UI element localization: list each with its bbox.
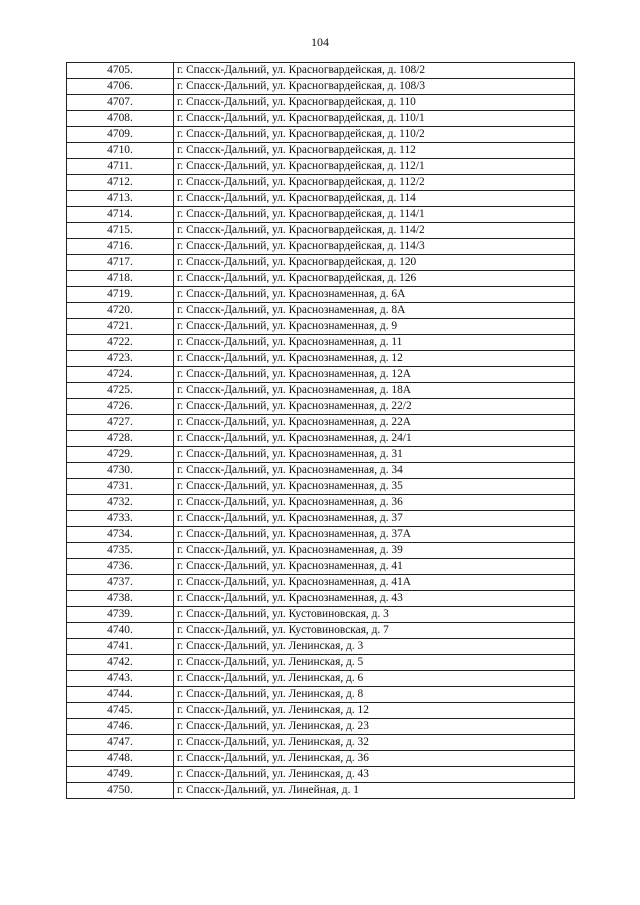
- table-row: [67, 527, 575, 543]
- row-number: 4714.: [67, 207, 174, 223]
- row-address: г. Спасск-Дальний, ул. Краснознаменная, д. 37А: [174, 527, 575, 543]
- row-address: г. Спасск-Дальний, ул. Ленинская, д. 6: [174, 671, 575, 687]
- table-row: [67, 511, 575, 527]
- row-number: 4739.: [67, 607, 174, 623]
- row-number: 4713.: [67, 191, 174, 207]
- table-row: [67, 175, 575, 191]
- table-row: [67, 431, 575, 447]
- table-row: [67, 367, 575, 383]
- row-number: 4708.: [67, 111, 174, 127]
- row-number: 4745.: [67, 703, 174, 719]
- row-number: 4744.: [67, 687, 174, 703]
- table-row: [67, 143, 575, 159]
- row-address: г. Спасск-Дальний, ул. Ленинская, д. 5: [174, 655, 575, 671]
- row-number: 4724.: [67, 367, 174, 383]
- row-address: г. Спасск-Дальний, ул. Красногвардейская, д. 112/2: [174, 175, 575, 191]
- table-row: [67, 95, 575, 111]
- row-address: г. Спасск-Дальний, ул. Красногвардейская, д. 110: [174, 95, 575, 111]
- table-row: [67, 223, 575, 239]
- page-number: 104: [311, 35, 329, 49]
- row-number: 4727.: [67, 415, 174, 431]
- row-number: 4735.: [67, 543, 174, 559]
- table-row: [67, 127, 575, 143]
- table-row: [67, 303, 575, 319]
- table-row: [67, 767, 575, 783]
- table-row: [67, 671, 575, 687]
- row-number: 4720.: [67, 303, 174, 319]
- row-address: г. Спасск-Дальний, ул. Краснознаменная, д. 41: [174, 559, 575, 575]
- address-table-body: [67, 63, 575, 799]
- table-row: [67, 351, 575, 367]
- row-number: 4729.: [67, 447, 174, 463]
- row-number: 4741.: [67, 639, 174, 655]
- table-row: [67, 575, 575, 591]
- row-address: г. Спасск-Дальний, ул. Краснознаменная, д. 39: [174, 543, 575, 559]
- row-address: г. Спасск-Дальний, ул. Краснознаменная, д. 11: [174, 335, 575, 351]
- row-address: г. Спасск-Дальний, ул. Краснознаменная, д. 31: [174, 447, 575, 463]
- row-number: 4749.: [67, 767, 174, 783]
- row-address: г. Спасск-Дальний, ул. Красногвардейская, д. 112: [174, 143, 575, 159]
- row-address: г. Спасск-Дальний, ул. Краснознаменная, д. 37: [174, 511, 575, 527]
- row-number: 4716.: [67, 239, 174, 255]
- row-address: г. Спасск-Дальний, ул. Краснознаменная, д. 41А: [174, 575, 575, 591]
- row-number: 4711.: [67, 159, 174, 175]
- row-address: г. Спасск-Дальний, ул. Красногвардейская, д. 110/1: [174, 111, 575, 127]
- row-address: г. Спасск-Дальний, ул. Красногвардейская, д. 114/1: [174, 207, 575, 223]
- row-address: г. Спасск-Дальний, ул. Красногвардейская, д. 114/3: [174, 239, 575, 255]
- row-address: г. Спасск-Дальний, ул. Краснознаменная, д. 8А: [174, 303, 575, 319]
- row-number: 4725.: [67, 383, 174, 399]
- row-address: г. Спасск-Дальний, ул. Красногвардейская, д. 114: [174, 191, 575, 207]
- row-number: 4746.: [67, 719, 174, 735]
- row-address: г. Спасск-Дальний, ул. Красногвардейская, д. 120: [174, 255, 575, 271]
- row-address: г. Спасск-Дальний, ул. Красногвардейская, д. 108/2: [174, 63, 575, 79]
- row-address: г. Спасск-Дальний, ул. Ленинская, д. 32: [174, 735, 575, 751]
- table-row: [67, 751, 575, 767]
- table-row: [67, 463, 575, 479]
- table-row: [67, 319, 575, 335]
- row-number: 4709.: [67, 127, 174, 143]
- row-number: 4747.: [67, 735, 174, 751]
- row-number: 4721.: [67, 319, 174, 335]
- table-row: [67, 623, 575, 639]
- row-number: 4733.: [67, 511, 174, 527]
- row-address: г. Спасск-Дальний, ул. Краснознаменная, д. 9: [174, 319, 575, 335]
- table-row: [67, 335, 575, 351]
- row-address: г. Спасск-Дальний, ул. Ленинская, д. 8: [174, 687, 575, 703]
- table-row: [67, 111, 575, 127]
- row-address: г. Спасск-Дальний, ул. Краснознаменная, д. 36: [174, 495, 575, 511]
- row-address: г. Спасск-Дальний, ул. Ленинская, д. 3: [174, 639, 575, 655]
- table-row: [67, 271, 575, 287]
- table-row: [67, 639, 575, 655]
- table-row: [67, 735, 575, 751]
- row-number: 4723.: [67, 351, 174, 367]
- table-row: [67, 383, 575, 399]
- row-number: 4748.: [67, 751, 174, 767]
- row-number: 4738.: [67, 591, 174, 607]
- row-address: г. Спасск-Дальний, ул. Краснознаменная, д. 43: [174, 591, 575, 607]
- row-number: 4726.: [67, 399, 174, 415]
- table-row: [67, 495, 575, 511]
- table-row: [67, 415, 575, 431]
- row-number: 4734.: [67, 527, 174, 543]
- table-row: [67, 191, 575, 207]
- row-address: г. Спасск-Дальний, ул. Красногвардейская, д. 114/2: [174, 223, 575, 239]
- row-address: г. Спасск-Дальний, ул. Красногвардейская, д. 112/1: [174, 159, 575, 175]
- row-number: 4706.: [67, 79, 174, 95]
- row-number: 4750.: [67, 783, 174, 799]
- row-address: г. Спасск-Дальний, ул. Краснознаменная, д. 12А: [174, 367, 575, 383]
- table-row: [67, 239, 575, 255]
- row-number: 4742.: [67, 655, 174, 671]
- row-number: 4743.: [67, 671, 174, 687]
- address-table: [66, 62, 575, 799]
- row-address: г. Спасск-Дальний, ул. Красногвардейская, д. 110/2: [174, 127, 575, 143]
- row-number: 4718.: [67, 271, 174, 287]
- row-number: 4732.: [67, 495, 174, 511]
- row-number: 4710.: [67, 143, 174, 159]
- row-address: г. Спасск-Дальний, ул. Краснознаменная, д. 12: [174, 351, 575, 367]
- table-row: [67, 479, 575, 495]
- row-number: 4736.: [67, 559, 174, 575]
- row-address: г. Спасск-Дальний, ул. Ленинская, д. 43: [174, 767, 575, 783]
- table-row: [67, 783, 575, 799]
- row-number: 4740.: [67, 623, 174, 639]
- table-row: [67, 159, 575, 175]
- row-address: г. Спасск-Дальний, ул. Краснознаменная, д. 6А: [174, 287, 575, 303]
- table-row: [67, 655, 575, 671]
- row-number: 4705.: [67, 63, 174, 79]
- row-address: г. Спасск-Дальний, ул. Кустовиновская, д. 3: [174, 607, 575, 623]
- row-address: г. Спасск-Дальний, ул. Ленинская, д. 36: [174, 751, 575, 767]
- row-address: г. Спасск-Дальний, ул. Краснознаменная, д. 22/2: [174, 399, 575, 415]
- row-number: 4707.: [67, 95, 174, 111]
- row-number: 4730.: [67, 463, 174, 479]
- row-address: г. Спасск-Дальний, ул. Красногвардейская, д. 126: [174, 271, 575, 287]
- row-address: г. Спасск-Дальний, ул. Кустовиновская, д. 7: [174, 623, 575, 639]
- row-address: г. Спасск-Дальний, ул. Краснознаменная, д. 18А: [174, 383, 575, 399]
- row-number: 4712.: [67, 175, 174, 191]
- table-row: [67, 703, 575, 719]
- table-row: [67, 607, 575, 623]
- table-row: [67, 207, 575, 223]
- table-row: [67, 591, 575, 607]
- row-address: г. Спасск-Дальний, ул. Краснознаменная, д. 24/1: [174, 431, 575, 447]
- table-row: [67, 719, 575, 735]
- table-row: [67, 287, 575, 303]
- table-row: [67, 255, 575, 271]
- table-row: [67, 687, 575, 703]
- row-address: г. Спасск-Дальний, ул. Линейная, д. 1: [174, 783, 575, 799]
- row-number: 4719.: [67, 287, 174, 303]
- row-number: 4722.: [67, 335, 174, 351]
- row-number: 4715.: [67, 223, 174, 239]
- table-row: [67, 399, 575, 415]
- table-row: [67, 79, 575, 95]
- table-row: [67, 447, 575, 463]
- row-number: 4737.: [67, 575, 174, 591]
- row-address: г. Спасск-Дальний, ул. Краснознаменная, д. 22А: [174, 415, 575, 431]
- table-row: [67, 63, 575, 79]
- table-row: [67, 559, 575, 575]
- row-address: г. Спасск-Дальний, ул. Краснознаменная, д. 35: [174, 479, 575, 495]
- table-row: [67, 543, 575, 559]
- row-address: г. Спасск-Дальний, ул. Ленинская, д. 12: [174, 703, 575, 719]
- row-address: г. Спасск-Дальний, ул. Красногвардейская, д. 108/3: [174, 79, 575, 95]
- row-number: 4731.: [67, 479, 174, 495]
- row-number: 4728.: [67, 431, 174, 447]
- row-number: 4717.: [67, 255, 174, 271]
- row-address: г. Спасск-Дальний, ул. Ленинская, д. 23: [174, 719, 575, 735]
- row-address: г. Спасск-Дальний, ул. Краснознаменная, д. 34: [174, 463, 575, 479]
